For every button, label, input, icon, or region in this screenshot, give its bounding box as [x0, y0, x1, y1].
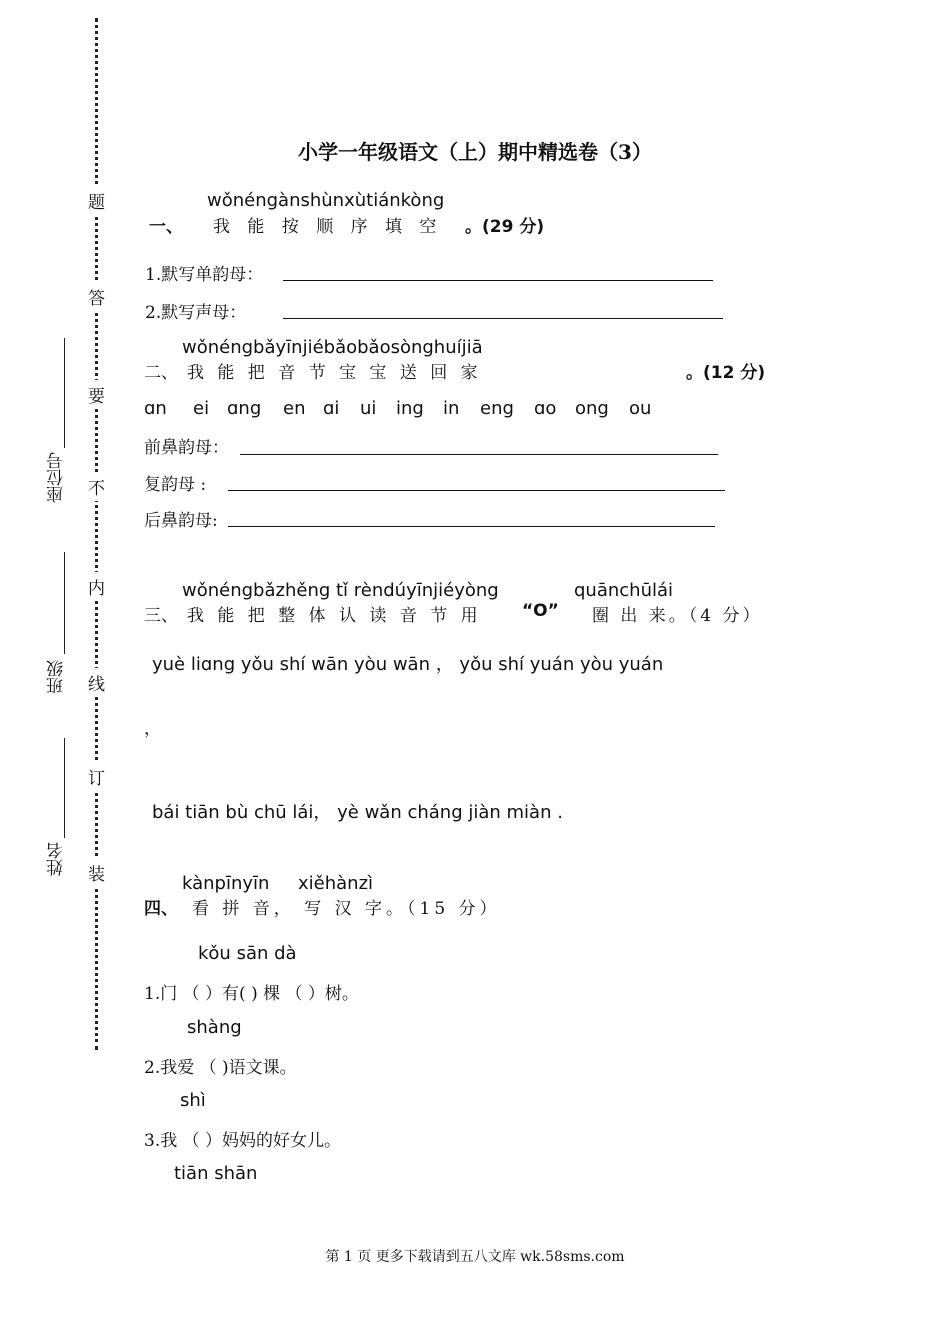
section3-quote: “O”	[522, 601, 559, 621]
final-item: in	[443, 398, 460, 419]
name-label: 姓名	[47, 842, 67, 876]
margin-char: 题	[88, 186, 105, 215]
section3-pinyin: wǒnéngbǎzhěng tǐ rèndúyīnjiéyòng	[182, 580, 499, 601]
final-item: ei	[193, 398, 210, 419]
section4-pinyin: kànpīnyīn	[182, 873, 270, 894]
section1-score: 。(29 分)	[465, 217, 545, 237]
final-item: ɑn	[144, 398, 167, 419]
final-item: en	[283, 398, 306, 419]
margin-char: 装	[88, 858, 105, 887]
binding-dotted-line	[95, 18, 98, 1050]
section2-heading: 我 能 把 音 节 宝 宝 送 回 家	[187, 363, 482, 383]
back-nasal-label: 后鼻韵母:	[144, 511, 218, 531]
q2-text: 2.我爱 （ )语文课。	[144, 1058, 297, 1078]
page-footer: 第 1 页 更多下载请到五八文库 wk.58sms.com	[325, 1249, 625, 1265]
answer-line	[240, 454, 718, 455]
name-line	[64, 738, 65, 838]
page-title: 小学一年级语文（上）期中精选卷（3）	[298, 140, 652, 164]
q3-pinyin: shì	[180, 1090, 206, 1111]
class-label: 班级	[47, 660, 67, 694]
section1-pinyin: wǒnéngànshùnxùtiánkòng	[207, 190, 445, 211]
final-item: ɑi	[323, 398, 340, 419]
section3-heading: 我 能 把 整 体 认 读 音 节 用	[187, 606, 482, 626]
seat-label: 座位号	[47, 452, 67, 503]
q1-text: 1.门 （ ）有( ) 棵 （ ）树。	[144, 984, 359, 1004]
final-item: ou	[629, 398, 652, 419]
margin-char: 不	[88, 472, 105, 501]
margin-char: 订	[88, 762, 105, 791]
margin-char: 答	[88, 282, 105, 311]
section4-pinyin-2: xiěhànzì	[298, 873, 374, 894]
front-nasal-label: 前鼻韵母：	[144, 438, 229, 458]
section4-heading: 看 拼 音， 写 汉 字。（15 分）	[192, 899, 501, 919]
answer-line	[228, 526, 715, 527]
margin-char: 线	[88, 668, 105, 697]
final-item: eng	[480, 398, 514, 419]
margin-char: 要	[88, 380, 105, 409]
q1-label: 1.默写单韵母：	[145, 265, 264, 285]
compound-final-label: 复韵母 :	[144, 475, 207, 495]
section2-number: 二、	[144, 363, 178, 383]
q1-pinyin: kǒu sān dà	[198, 943, 297, 964]
final-item: ui	[360, 398, 377, 419]
section3-pinyin-2: quānchūlái	[574, 580, 674, 601]
answer-line	[283, 280, 713, 281]
answer-line	[283, 318, 723, 319]
section3-number: 三、	[144, 606, 178, 626]
answer-line	[228, 490, 725, 491]
section2-pinyin: wǒnéngbǎyīnjiébǎobǎosònghuíjiā	[182, 337, 483, 358]
section2-score: 。(12 分)	[686, 363, 766, 383]
q3-text: 3.我 （ ）妈妈的好女儿。	[144, 1131, 342, 1151]
syllable-comma: ，	[144, 719, 161, 739]
final-item: ɑng	[227, 398, 262, 419]
class-line	[64, 552, 65, 654]
syllable-line-2: bái tiān bù chū lái， yè wǎn cháng jiàn miàn .	[152, 802, 563, 823]
final-item: ong	[575, 398, 609, 419]
final-item: ing	[396, 398, 424, 419]
syllable-line-1: yuè liɑng yǒu shí wān yòu wān ， yǒu shí yuán yòu yuán	[152, 654, 664, 675]
q2-pinyin: shàng	[187, 1017, 242, 1038]
margin-char: 内	[88, 572, 105, 601]
section4-number: 四、	[144, 899, 178, 919]
q4-pinyin: tiān shān	[174, 1163, 258, 1184]
seat-line	[64, 338, 65, 448]
section1-heading: 我 能 按 顺 序 填 空	[213, 217, 443, 237]
q2-label: 2.默写声母：	[145, 303, 247, 323]
section3-heading-2: 圈 出 来。（4 分）	[592, 606, 763, 626]
section1-number: 一、	[149, 217, 183, 237]
final-item: ɑo	[534, 398, 557, 419]
